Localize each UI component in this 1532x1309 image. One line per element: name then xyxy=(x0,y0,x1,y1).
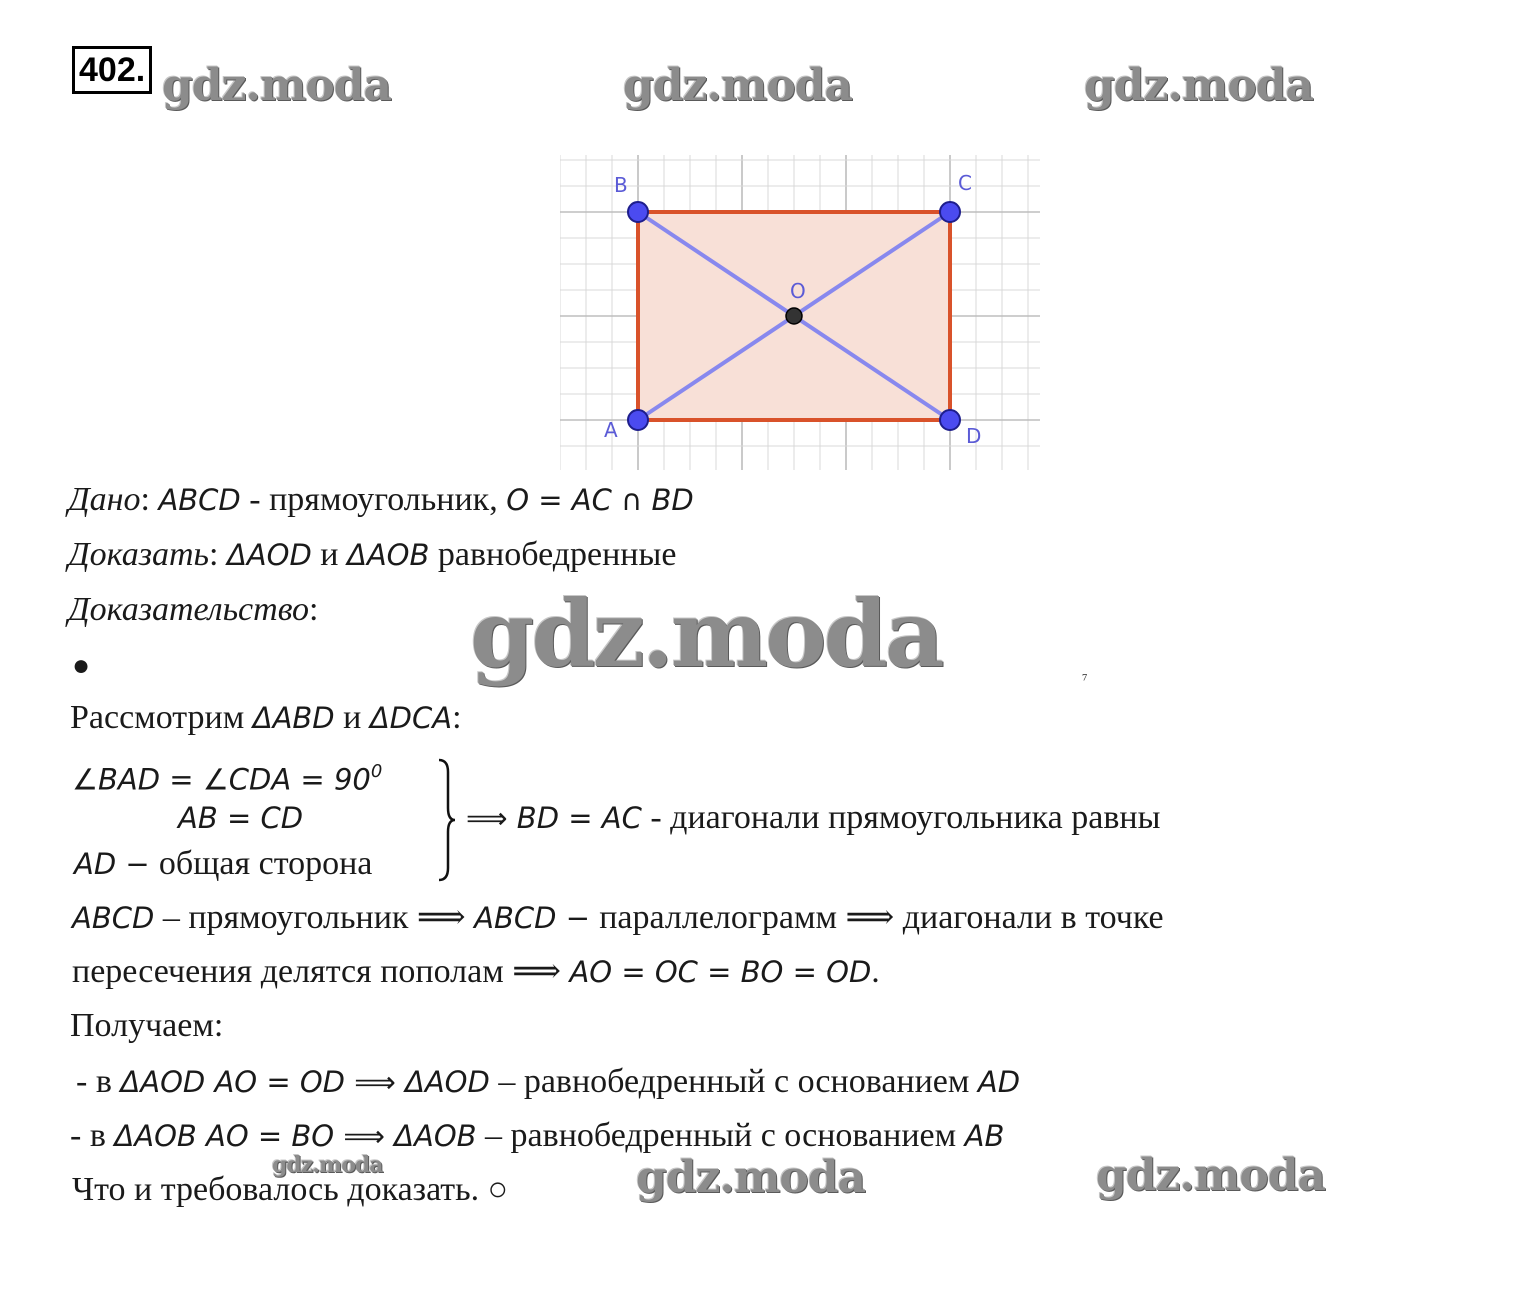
watermark-large: gdz.moda xyxy=(470,580,942,688)
curly-brace xyxy=(436,758,456,882)
proof-sep: : xyxy=(309,591,319,628)
system-result-math: ⟹ BD = AC xyxy=(466,801,642,835)
watermark: gdz.moda xyxy=(623,60,853,111)
result-2-d: AB xyxy=(964,1119,1005,1153)
result-2-b: ΔAOB AO = BO ⟹ ΔAOB xyxy=(114,1119,477,1153)
consider-end: : xyxy=(452,699,462,736)
system-row-1 xyxy=(72,752,382,799)
label-a: A xyxy=(604,418,618,442)
system-row-3 xyxy=(74,844,372,884)
result-2-c: – равнобедренный с основанием xyxy=(476,1117,965,1154)
label-d: D xyxy=(966,424,982,448)
rect-line-1-b: – прямоугольник ⟹ xyxy=(154,899,475,936)
label-c: C xyxy=(958,171,972,195)
rect-line-1-a: ABCD xyxy=(72,901,155,935)
rect-line-1-d: параллелограмм ⟹ диагонали в точке xyxy=(599,899,1164,936)
consider-t2: ΔDCA xyxy=(369,701,453,735)
prove-and: и xyxy=(311,536,347,573)
vertex-b xyxy=(628,202,648,222)
system-row-3-math: AD − xyxy=(74,847,159,881)
watermark-small: gdz.moda xyxy=(272,1152,383,1178)
result-line-1 xyxy=(76,1062,1020,1102)
result-1-d: AD xyxy=(977,1065,1021,1099)
qed-line: Что и требовалось доказать. ○ xyxy=(72,1171,509,1208)
prove-t2: ΔAOB xyxy=(346,538,430,572)
result-1-b: ΔAOD AO = OD ⟹ ΔAOD xyxy=(120,1065,490,1099)
result-line-2 xyxy=(70,1116,1004,1156)
proof-line xyxy=(68,590,318,630)
prove-tail: равнобедренные xyxy=(429,536,677,573)
consider-line xyxy=(70,698,462,738)
prove-line xyxy=(68,535,676,575)
system-row-2 xyxy=(178,798,303,838)
system-row-2-expr: AB = CD xyxy=(178,801,304,835)
obtain-line: Получаем: xyxy=(70,1007,224,1044)
prove-label: Доказать xyxy=(68,536,209,573)
rect-line-1-c: ABCD − xyxy=(474,901,600,935)
watermark: gdz.moda xyxy=(1084,60,1314,111)
rectangle-figure xyxy=(560,155,1040,470)
given-sep: : xyxy=(140,481,150,518)
problem-number: 402. xyxy=(72,46,152,94)
rect-line-1 xyxy=(72,898,1164,938)
system-row-1-sup: 0 xyxy=(370,761,383,782)
stray-mark: ⁷ xyxy=(1082,672,1088,689)
label-o: O xyxy=(790,279,806,303)
vertex-c xyxy=(940,202,960,222)
given-subject: ABCD xyxy=(158,483,241,517)
consider-t1: ΔABD xyxy=(252,701,335,735)
system-result xyxy=(466,798,1160,838)
rect-line-2-b: AO = OC = BO = OD xyxy=(569,955,872,989)
rect-line-2-c: . xyxy=(871,953,880,990)
consider-and: и xyxy=(334,699,370,736)
result-1-c: – равнобедренный с основанием xyxy=(489,1063,978,1100)
vertex-a xyxy=(628,410,648,430)
watermark: gdz.moda xyxy=(1096,1150,1326,1201)
given-label: Дано xyxy=(68,481,141,518)
result-2-a: - в xyxy=(70,1117,115,1154)
vertex-d xyxy=(940,410,960,430)
given-line xyxy=(68,480,694,520)
consider-text: Рассмотрим xyxy=(70,699,253,736)
system-row-1-expr: ∠BAD = ∠CDA = 90 xyxy=(72,762,371,797)
result-1-a: - в xyxy=(76,1063,121,1100)
rect-line-2 xyxy=(72,952,880,992)
system-result-text: - диагонали прямоугольника равны xyxy=(641,799,1161,836)
watermark: gdz.moda xyxy=(162,60,392,111)
proof-label: Доказательство xyxy=(68,591,310,628)
prove-t1: ΔAOD xyxy=(226,538,312,572)
label-b: B xyxy=(614,173,628,197)
system-row-3-text: общая сторона xyxy=(158,845,373,882)
given-expr: O = AC ∩ BD xyxy=(506,483,694,517)
rect-line-2-a: пересечения делятся пополам ⟹ xyxy=(72,953,570,990)
watermark: gdz.moda xyxy=(636,1152,866,1203)
prove-sep: : xyxy=(208,536,227,573)
bullet: ● xyxy=(72,649,91,682)
center-o xyxy=(786,308,802,324)
given-text: - прямоугольник, xyxy=(240,481,507,518)
